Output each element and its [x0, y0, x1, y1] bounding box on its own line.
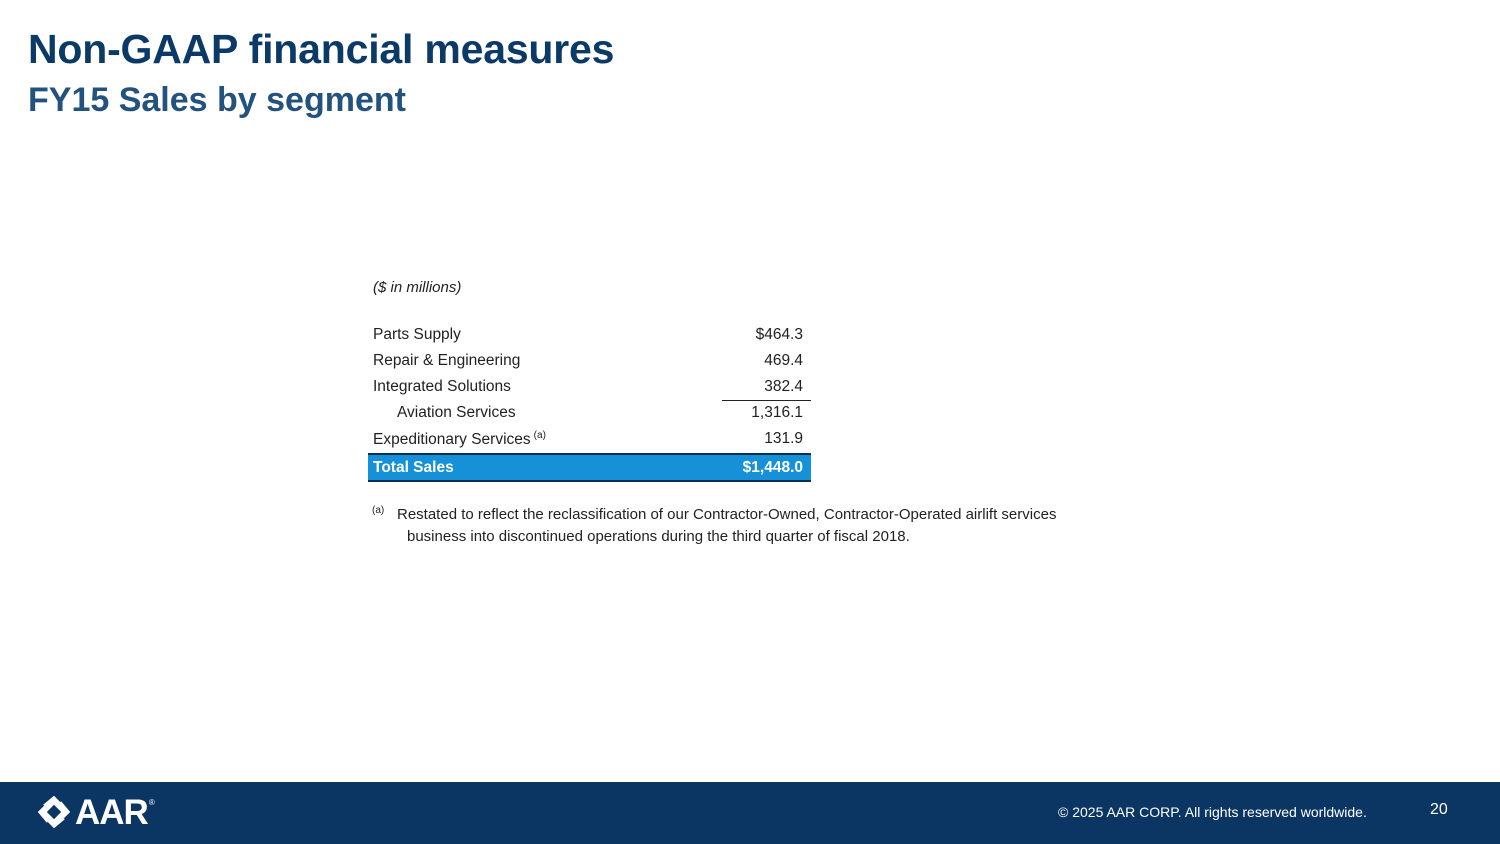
row-value: $464.3	[755, 326, 803, 343]
footer-bar	[0, 782, 1500, 844]
row-label: Aviation Services	[397, 404, 516, 421]
slide-title: Non-GAAP financial measures	[28, 26, 615, 72]
row-value: 469.4	[764, 352, 803, 369]
table-row-aviation-services	[368, 400, 811, 426]
table-row-expeditionary-services	[368, 426, 811, 452]
total-label: Total Sales	[373, 459, 454, 476]
row-label-text: Expeditionary Services	[373, 431, 531, 448]
row-label	[373, 430, 546, 449]
footnote-marker: (a)	[372, 505, 385, 516]
slide-subtitle: FY15 Sales by segment	[28, 81, 406, 119]
footnote-line-1: Restated to reflect the reclassification of our Contractor-Owned, Contractor-Operated airlift services	[397, 506, 1057, 523]
row-label: Integrated Solutions	[373, 378, 511, 395]
table-row-integrated-solutions	[368, 374, 811, 400]
total-value: $1,448.0	[742, 459, 803, 476]
row-label: Parts Supply	[373, 326, 461, 343]
table-row-total-sales	[368, 453, 811, 482]
footnote-line-2: business into discontinued operations during the third quarter of fiscal 2018.	[407, 528, 910, 545]
aar-logo-icon	[36, 794, 72, 830]
logo-text: AAR	[75, 792, 148, 832]
page-number: 20	[1430, 801, 1448, 818]
table-row-repair-engineering	[368, 348, 811, 374]
row-value: 1,316.1	[751, 404, 803, 421]
subtotal-rule	[722, 400, 811, 401]
sales-table	[368, 322, 811, 482]
row-value: 382.4	[764, 378, 803, 395]
units-label: ($ in millions)	[373, 279, 462, 296]
footnote-ref: (a)	[533, 430, 546, 441]
copyright-text: © 2025 AAR CORP. All rights reserved worldwide.	[1058, 804, 1367, 820]
row-label: Repair & Engineering	[373, 352, 521, 369]
row-value: 131.9	[764, 430, 803, 447]
registered-mark: ®	[148, 798, 155, 807]
aar-logo	[36, 792, 155, 832]
table-row-parts-supply	[368, 322, 811, 348]
